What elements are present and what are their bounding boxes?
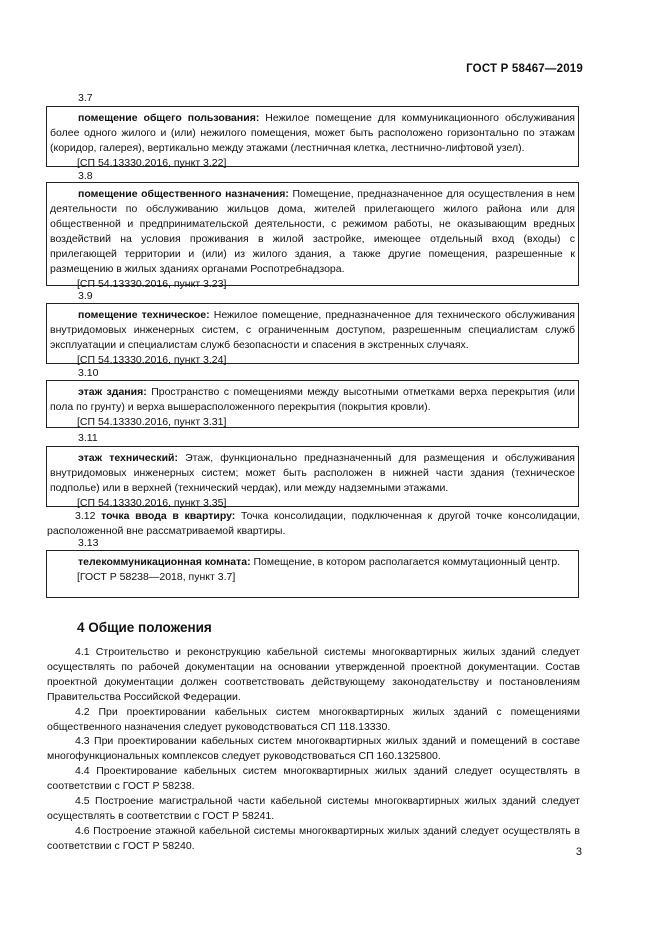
definition-term: этаж технический:: [78, 452, 178, 464]
definition-text: [47, 308, 578, 353]
definition-body: Нежилое помещение, предназначенное для технического обслуживания внутридомовых инженерных систем, с ограниченным доступом, разрешенным специалистам служб эксплуатации и специалистам служб безопасности и спасения в экстренных случаях.: [50, 309, 575, 351]
definition-text: [47, 111, 578, 156]
clause-number: 3.7: [78, 92, 93, 104]
definition-text: [47, 187, 578, 277]
definition-text: [47, 555, 578, 570]
definition-source: [СП 54.13330.2016, пункт 3.22]: [77, 157, 227, 169]
definition-text: [47, 451, 578, 496]
definition-source: [СП 54.13330.2016, пункт 3.23]: [77, 278, 227, 290]
clause-number: 3.8: [78, 170, 93, 182]
definition-term: помещение общественного назначения:: [78, 188, 289, 200]
clause-3-12: [47, 509, 580, 539]
section-body: [47, 645, 580, 854]
definition-source: [СП 54.13330.2016, пункт 3.35]: [77, 497, 227, 509]
definition-body: Пространство с помещениями между высотными отметками верха перекрытия (или пола по грунту) и верха вышерасположенного перекрытия (покрытия кровли).: [50, 386, 576, 413]
definition-body: Помещение, предназначенное для осуществления в нем деятельности по обслуживанию жильцов дома, жителей прилегающего жилого района или для общественной и предпринимательской деятельности, с режимом работы, не оказывающим вредных воздействий на условия проживания в жилой застройке, имеющее отдельный вход (входы) с прилегающей территории и (или) из жилого здания, а также другие помещения, разрешенные к размещению в жилых зданиях органами Роспотребнадзора.: [50, 188, 576, 275]
paragraph: 4.5 Построение магистральной части кабельной системы многоквартирных жилых зданий следует осуществлять в соответствии с ГОСТ Р 58241.: [47, 795, 580, 822]
paragraph: 4.4 Проектирование кабельных систем многоквартирных жилых зданий следует осуществлять в соответствии с ГОСТ Р 58238.: [47, 765, 580, 793]
paragraph: 4.3 При проектировании кабельных систем многоквартирных жилых зданий и помещений в составе многофункциональных комплексов следует руководствоваться СП 160.1325800.: [47, 735, 580, 763]
clause-number: 3.11: [78, 432, 98, 444]
definition-box: [46, 380, 579, 428]
clause-number: 3.12: [75, 510, 96, 522]
paragraph: 4.1 Строительство и реконструкцию кабельной системы многоквартирных жилых зданий следует осуществлять по рабочей документации на основании утвержденной проектной документации. Состав проектной документации должен соответствовать действующему законодательству и постановлениям Правительства Российской Федерации.: [47, 646, 580, 703]
section-title: 4 Общие положения: [77, 620, 212, 635]
clause-number: 3.9: [78, 290, 93, 302]
definition-box: [46, 303, 579, 364]
paragraph: 4.2 При проектировании кабельных систем многоквартирных жилых зданий с помещениями общественного назначения следует руководствоваться СП 118.13330.: [47, 705, 580, 733]
paragraph: 4.6 Построение этажной кабельной системы многоквартирных жилых зданий следует осуществлять в соответствии с ГОСТ Р 58240.: [47, 824, 580, 852]
definition-box: [46, 106, 579, 167]
page-number: 3: [575, 846, 582, 858]
definition-body: Нежилое помещение для коммуникационного обслуживания более одного жилого и (или) нежилого помещения, может быть расположено горизонтально по этажам (коридор, галерея), вертикально между этажами (лестничная клетка, лестнично-лифтовой узел).: [50, 112, 575, 154]
definition-term: точка ввода в квартиру:: [101, 510, 236, 522]
definition-term: этаж здания:: [78, 386, 147, 398]
definition-term: телекоммуникационная комната:: [78, 556, 251, 568]
definition-source: [СП 54.13330.2016, пункт 3.24]: [77, 354, 227, 366]
definition-body: Точка консолидации, подключенная к другой точке консолидации, расположенной вне рассматриваемой квартиры.: [47, 510, 580, 537]
definition-body: Этаж, функционально предназначенный для размещения и обслуживания внутридомовых инженерных систем; может быть расположен в нижней части здания (техническое подполье) или в верхней (технический чердак), или между надземными этажами.: [50, 452, 575, 494]
definition-box: [46, 446, 579, 507]
definition-term: помещение общего пользования:: [78, 112, 260, 124]
clause-number: 3.13: [78, 537, 99, 549]
definition-text: [47, 385, 578, 415]
clause-number: 3.10: [78, 367, 99, 379]
definition-source: [СП 54.13330.2016, пункт 3.31]: [77, 416, 227, 428]
definition-box: [46, 182, 579, 290]
document-standard-header: ГОСТ Р 58467—2019: [466, 63, 583, 75]
definition-box: [46, 550, 579, 598]
definition-term: помещение техническое:: [78, 309, 210, 321]
definition-source: [ГОСТ Р 58238—2018, пункт 3.7]: [77, 571, 236, 583]
definition-body: Помещение, в котором располагается коммутационный центр.: [250, 556, 561, 568]
